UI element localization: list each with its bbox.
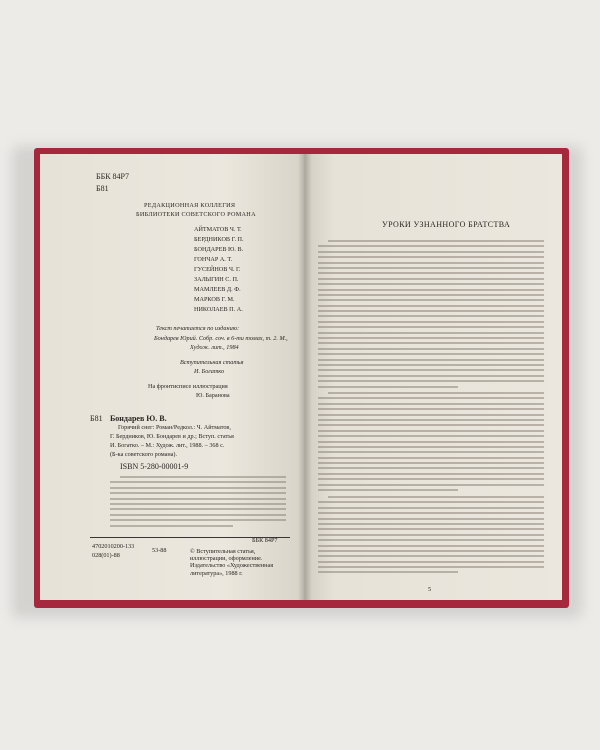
board-member: БОНДАРЕВ Ю. В. — [194, 246, 244, 253]
bottom-code-2: 028(01)-88 — [92, 552, 120, 559]
source-note: Текст печатается по изданию: — [156, 325, 240, 332]
catalog-line: И. Богатко. – М.: Худож. лит., 1988. – 368 с. — [110, 442, 225, 449]
board-member: МАМЛЕЕВ Д. Ф. — [194, 286, 241, 293]
board-member: МАРКОВ Г. М. — [194, 296, 235, 303]
bottom-code-1: 4702010200-133 — [92, 543, 135, 550]
chapter-heading: УРОКИ УЗНАННОГО БРАТСТВА — [382, 220, 511, 229]
board-member: ЗАЛЫГИН С. П. — [194, 276, 239, 283]
bbk-code-bottom: ББК 84Р7 — [252, 537, 278, 544]
board-member: ГУСЕЙНОВ Ч. Г. — [194, 266, 241, 273]
editorial-board-title: РЕДАКЦИОННАЯ КОЛЛЕГИЯ — [144, 202, 236, 209]
article-paragraph-1 — [318, 240, 544, 391]
catalog-author: Бондарев Ю. В. — [110, 414, 167, 423]
board-member: ГОНЧАР А. Т. — [194, 256, 233, 263]
source-line-1: Бондарев Юрий. Собр. соч. в 6-ти томах, т. 2. М., — [154, 335, 288, 342]
isbn: ISBN 5-280-00001-9 — [120, 462, 189, 471]
catalog-line: Горячий снег: Роман/Редкол.: Ч. Айтматов, — [118, 424, 231, 431]
source-line-2: Худож. лит., 1984 — [190, 344, 239, 351]
annotation-text — [110, 476, 286, 530]
bottom-code-3: 53-88 — [152, 547, 167, 554]
intro-label: Вступительная статья — [180, 359, 244, 366]
board-member: АЙТМАТОВ Ч. Т. — [194, 226, 242, 233]
catalog-code-top: Б81 — [96, 184, 109, 193]
illustration-label: На фронтисписе иллюстрация — [148, 383, 228, 390]
catalog-line: Г. Бердников, Ю. Бондарев и др.; Вступ. статья — [110, 433, 234, 440]
copyright-note: © Вступительная статья, иллюстрации, оформление. Издательство «Художественная литература», 1988 г. — [190, 548, 274, 577]
article-paragraph-3 — [318, 496, 544, 577]
right-page — [304, 154, 562, 600]
intro-author: И. Богатко — [194, 368, 225, 375]
board-member: НИКОЛАЕВ П. А. — [194, 306, 243, 313]
catalog-code: Б81 — [90, 414, 103, 423]
catalog-line: (Б-ка советского романа). — [110, 451, 178, 458]
book-gutter — [298, 154, 312, 600]
article-paragraph-2 — [318, 392, 544, 494]
library-title: БИБЛИОТЕКИ СОВЕТСКОГО РОМАНА — [136, 211, 256, 218]
bbk-code-top: ББК 84Р7 — [96, 172, 129, 181]
board-member: БЕРДНИКОВ Г. П. — [194, 236, 244, 243]
illustration-author: Ю. Баранова — [196, 392, 230, 399]
left-page — [40, 154, 305, 600]
page-number: 5 — [428, 586, 432, 593]
